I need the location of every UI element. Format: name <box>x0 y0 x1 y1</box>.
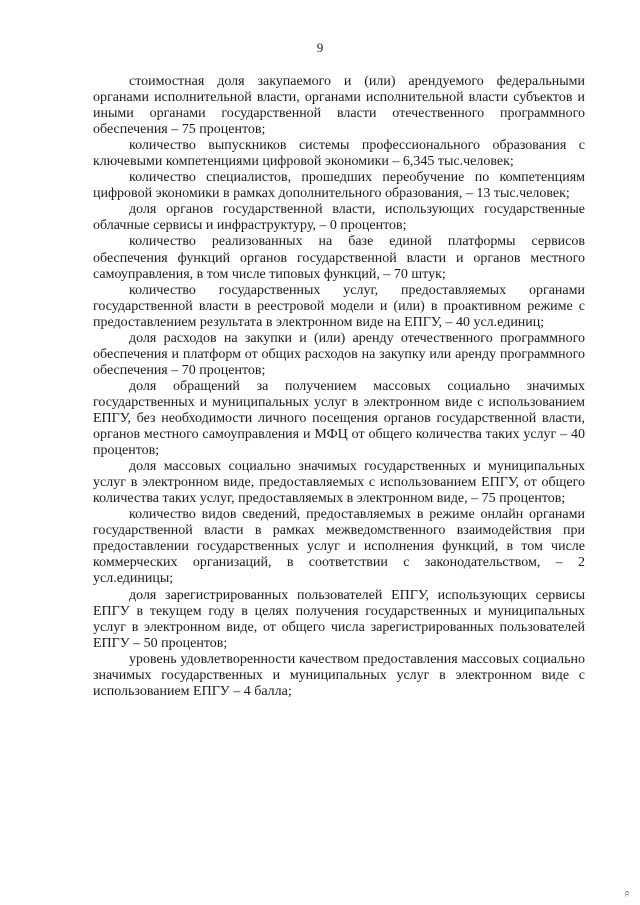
paragraph-satisfaction-level: уровень удовлетворенности качеством предоставления массовых социально значимых государственных и муниципальных услуг в электронном виде с использованием ЕПГУ – 4 балла; <box>93 651 585 699</box>
margin-mark: o. <box>623 891 632 897</box>
paragraph-software-expenses: доля расходов на закупки и (или) аренду отечественного программного обеспечения и платформ от общих расходов на закупку или аренду программного обеспечения – 70 процентов; <box>93 330 585 378</box>
paragraph-epgu-requests: доля обращений за получением массовых социально значимых государственных и муниципальных услуг в электронном виде с использованием ЕПГУ, без необходимости личного посещения органов государственной власти, органов местного самоуправления и МФЦ от общего количества таких услуг – 40 процентов; <box>93 378 585 459</box>
paragraph-software-share: стоимостная доля закупаемого и (или) арендуемого федеральными органами исполнительной власти, органами исполнительной власти субъектов и иными органами государственной власти отечественного программного обеспечения – 75 процентов; <box>93 74 585 138</box>
paragraph-epgu-services-share: доля массовых социально значимых государственных и муниципальных услуг в электронном виде, предоставляемых с использованием ЕПГУ, от общего количества таких услуг, предоставляемых в электронном виде, – 75 процентов; <box>93 459 585 507</box>
paragraph-registered-users: доля зарегистрированных пользователей ЕПГУ, использующих сервисы ЕПГУ в текущем году в целях получения государственных и муниципальных услуг в электронном виде, от общего числа зарегистрированных пользователей ЕПГУ – 50 процентов; <box>93 587 585 651</box>
paragraph-retrained-specialists: количество специалистов, прошедших переобучение по компетенциям цифровой экономики в рамках дополнительного образования, – 13 тыс.человек; <box>93 170 585 202</box>
paragraph-online-data-types: количество видов сведений, предоставляемых в режиме онлайн органами государственной власти в рамках межведомственного взаимодействия при предоставлении государственных услуг и исполнения функций, в том числе коммерческих организаций, в соответствии с законодательством, – 2 усл.единицы; <box>93 507 585 587</box>
paragraph-graduates: количество выпускников системы профессионального образования с ключевыми компетенциями цифровой экономики – 6,345 тыс.человек; <box>93 138 585 170</box>
paragraph-proactive-services: количество государственных услуг, предоставляемых органами государственной власти в реестровой модели и (или) в проактивном режиме с предоставлением результата в электронном виде на ЕПГУ, – 40 усл.единиц; <box>93 282 585 330</box>
paragraph-platform-services: количество реализованных на базе единой платформы сервисов обеспечения функций органов государственной власти и органов местного самоуправления, в том числе типовых функций, – 70 штук; <box>93 234 585 282</box>
paragraph-cloud-services: доля органов государственной власти, использующих государственные облачные сервисы и инфраструктуру, – 0 процентов; <box>93 202 585 234</box>
document-body <box>93 74 585 700</box>
page-number: 9 <box>316 40 324 55</box>
